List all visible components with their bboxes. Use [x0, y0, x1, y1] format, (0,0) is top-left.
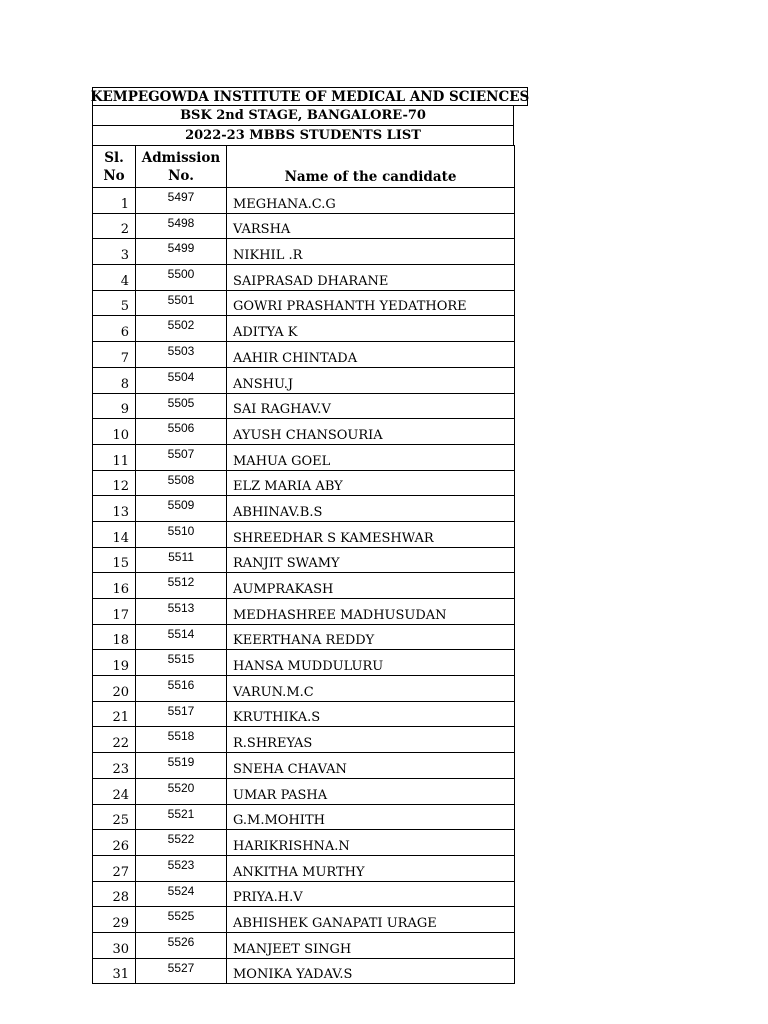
- serial-number-cell: 4: [93, 265, 136, 291]
- serial-number-cell: 22: [93, 727, 136, 753]
- sl-header-line-1: Sl.: [104, 149, 124, 166]
- admission-number-cell: 5509: [136, 496, 227, 522]
- students-table-body: [93, 188, 515, 984]
- list-title: 2022-23 MBBS STUDENTS LIST: [92, 125, 514, 146]
- candidate-name-cell: MEDHASHREE MADHUSUDAN: [227, 599, 515, 625]
- table-row: [93, 547, 515, 573]
- admission-number-cell: 5510: [136, 521, 227, 547]
- serial-number-cell: 26: [93, 830, 136, 856]
- table-row: [93, 444, 515, 470]
- admission-number-cell: 5516: [136, 676, 227, 702]
- candidate-name-cell: SHREEDHAR S KAMESHWAR: [227, 521, 515, 547]
- serial-number-cell: 17: [93, 599, 136, 625]
- admission-number-cell: 5511: [136, 547, 227, 573]
- candidate-name-cell: VARUN.M.C: [227, 676, 515, 702]
- table-row: [93, 367, 515, 393]
- admission-number-cell: 5515: [136, 650, 227, 676]
- serial-number-cell: 24: [93, 778, 136, 804]
- candidate-name-cell: SAIPRASAD DHARANE: [227, 265, 515, 291]
- serial-number-cell: 21: [93, 701, 136, 727]
- table-row: [93, 958, 515, 984]
- admission-number-cell: 5502: [136, 316, 227, 342]
- admission-number-cell: 5504: [136, 367, 227, 393]
- serial-number-cell: 31: [93, 958, 136, 984]
- table-row: [93, 881, 515, 907]
- sl-header-line-2: No: [103, 167, 125, 184]
- candidate-name-cell: HANSA MUDDULURU: [227, 650, 515, 676]
- serial-number-cell: 14: [93, 521, 136, 547]
- serial-number-cell: 13: [93, 496, 136, 522]
- candidate-name-cell: MANJEET SINGH: [227, 932, 515, 958]
- candidate-name-cell: UMAR PASHA: [227, 778, 515, 804]
- column-header-candidate-name: Name of the candidate: [227, 146, 515, 188]
- table-row: [93, 496, 515, 522]
- candidate-name-cell: SNEHA CHAVAN: [227, 753, 515, 779]
- candidate-name-cell: ABHINAV.B.S: [227, 496, 515, 522]
- serial-number-cell: 9: [93, 393, 136, 419]
- serial-number-cell: 27: [93, 855, 136, 881]
- admission-number-cell: 5523: [136, 855, 227, 881]
- serial-number-cell: 15: [93, 547, 136, 573]
- admission-header-line-2: No.: [168, 167, 194, 184]
- candidate-name-cell: G.M.MOHITH: [227, 804, 515, 830]
- table-row: [93, 419, 515, 445]
- table-row: [93, 753, 515, 779]
- admission-number-cell: 5499: [136, 239, 227, 265]
- candidate-name-cell: AYUSH CHANSOURIA: [227, 419, 515, 445]
- admission-number-cell: 5518: [136, 727, 227, 753]
- candidate-name-cell: R.SHREYAS: [227, 727, 515, 753]
- admission-number-cell: 5526: [136, 932, 227, 958]
- admission-number-cell: 5517: [136, 701, 227, 727]
- candidate-name-cell: PRIYA.H.V: [227, 881, 515, 907]
- candidate-name-cell: ABHISHEK GANAPATI URAGE: [227, 907, 515, 933]
- serial-number-cell: 19: [93, 650, 136, 676]
- candidate-name-cell: GOWRI PRASHANTH YEDATHORE: [227, 290, 515, 316]
- table-row: [93, 316, 515, 342]
- serial-number-cell: 18: [93, 624, 136, 650]
- admission-number-cell: 5508: [136, 470, 227, 496]
- candidate-name-cell: KEERTHANA REDDY: [227, 624, 515, 650]
- serial-number-cell: 12: [93, 470, 136, 496]
- table-row: [93, 573, 515, 599]
- admission-number-cell: 5507: [136, 444, 227, 470]
- column-header-admission-no: [136, 146, 227, 188]
- table-row: [93, 188, 515, 214]
- serial-number-cell: 25: [93, 804, 136, 830]
- table-row: [93, 265, 515, 291]
- admission-number-cell: 5521: [136, 804, 227, 830]
- admission-number-cell: 5513: [136, 599, 227, 625]
- serial-number-cell: 11: [93, 444, 136, 470]
- admission-number-cell: 5500: [136, 265, 227, 291]
- admission-number-cell: 5497: [136, 188, 227, 214]
- institute-address: BSK 2nd STAGE, BANGALORE-70: [92, 105, 514, 126]
- table-row: [93, 727, 515, 753]
- admission-number-cell: 5527: [136, 958, 227, 984]
- admission-number-cell: 5524: [136, 881, 227, 907]
- table-row: [93, 521, 515, 547]
- serial-number-cell: 23: [93, 753, 136, 779]
- table-row: [93, 830, 515, 856]
- table-row: [93, 932, 515, 958]
- admission-number-cell: 5505: [136, 393, 227, 419]
- serial-number-cell: 3: [93, 239, 136, 265]
- candidate-name-cell: HARIKRISHNA.N: [227, 830, 515, 856]
- candidate-name-cell: ANSHU.J: [227, 367, 515, 393]
- candidate-name-cell: ELZ MARIA ABY: [227, 470, 515, 496]
- candidate-name-cell: ADITYA K: [227, 316, 515, 342]
- table-row: [93, 599, 515, 625]
- serial-number-cell: 1: [93, 188, 136, 214]
- table-row: [93, 650, 515, 676]
- admission-number-cell: 5503: [136, 342, 227, 368]
- admission-number-cell: 5520: [136, 778, 227, 804]
- candidate-name-cell: SAI RAGHAV.V: [227, 393, 515, 419]
- institute-title: KEMPEGOWDA INSTITUTE OF MEDICAL AND SCIENCES: [90, 88, 530, 105]
- table-row: [93, 470, 515, 496]
- candidate-name-cell: KRUTHIKA.S: [227, 701, 515, 727]
- admission-number-cell: 5506: [136, 419, 227, 445]
- table-row: [93, 239, 515, 265]
- admission-number-cell: 5498: [136, 213, 227, 239]
- serial-number-cell: 28: [93, 881, 136, 907]
- table-row: [93, 624, 515, 650]
- admission-number-cell: 5501: [136, 290, 227, 316]
- candidate-name-cell: ANKITHA MURTHY: [227, 855, 515, 881]
- admission-number-cell: 5514: [136, 624, 227, 650]
- serial-number-cell: 20: [93, 676, 136, 702]
- candidate-name-cell: AAHIR CHINTADA: [227, 342, 515, 368]
- student-list-sheet: [92, 87, 528, 984]
- column-header-sl-no: [93, 146, 136, 188]
- serial-number-cell: 2: [93, 213, 136, 239]
- serial-number-cell: 29: [93, 907, 136, 933]
- admission-number-cell: 5522: [136, 830, 227, 856]
- candidate-name-cell: MEGHANA.C.G: [227, 188, 515, 214]
- admission-number-cell: 5519: [136, 753, 227, 779]
- table-row: [93, 855, 515, 881]
- serial-number-cell: 6: [93, 316, 136, 342]
- table-row: [93, 290, 515, 316]
- admission-number-cell: 5512: [136, 573, 227, 599]
- admission-number-cell: 5525: [136, 907, 227, 933]
- serial-number-cell: 8: [93, 367, 136, 393]
- serial-number-cell: 16: [93, 573, 136, 599]
- candidate-name-cell: MONIKA YADAV.S: [227, 958, 515, 984]
- table-row: [93, 676, 515, 702]
- table-row: [93, 701, 515, 727]
- candidate-name-cell: MAHUA GOEL: [227, 444, 515, 470]
- table-row: [93, 393, 515, 419]
- candidate-name-cell: VARSHA: [227, 213, 515, 239]
- candidate-name-cell: NIKHIL .R: [227, 239, 515, 265]
- candidate-name-cell: AUMPRAKASH: [227, 573, 515, 599]
- table-row: [93, 342, 515, 368]
- table-row: [93, 213, 515, 239]
- students-table: [92, 145, 515, 984]
- serial-number-cell: 7: [93, 342, 136, 368]
- table-row: [93, 907, 515, 933]
- admission-header-line-1: Admission: [141, 149, 221, 166]
- serial-number-cell: 5: [93, 290, 136, 316]
- serial-number-cell: 10: [93, 419, 136, 445]
- table-row: [93, 778, 515, 804]
- candidate-name-cell: RANJIT SWAMY: [227, 547, 515, 573]
- serial-number-cell: 30: [93, 932, 136, 958]
- table-row: [93, 804, 515, 830]
- table-header-row: [93, 146, 515, 188]
